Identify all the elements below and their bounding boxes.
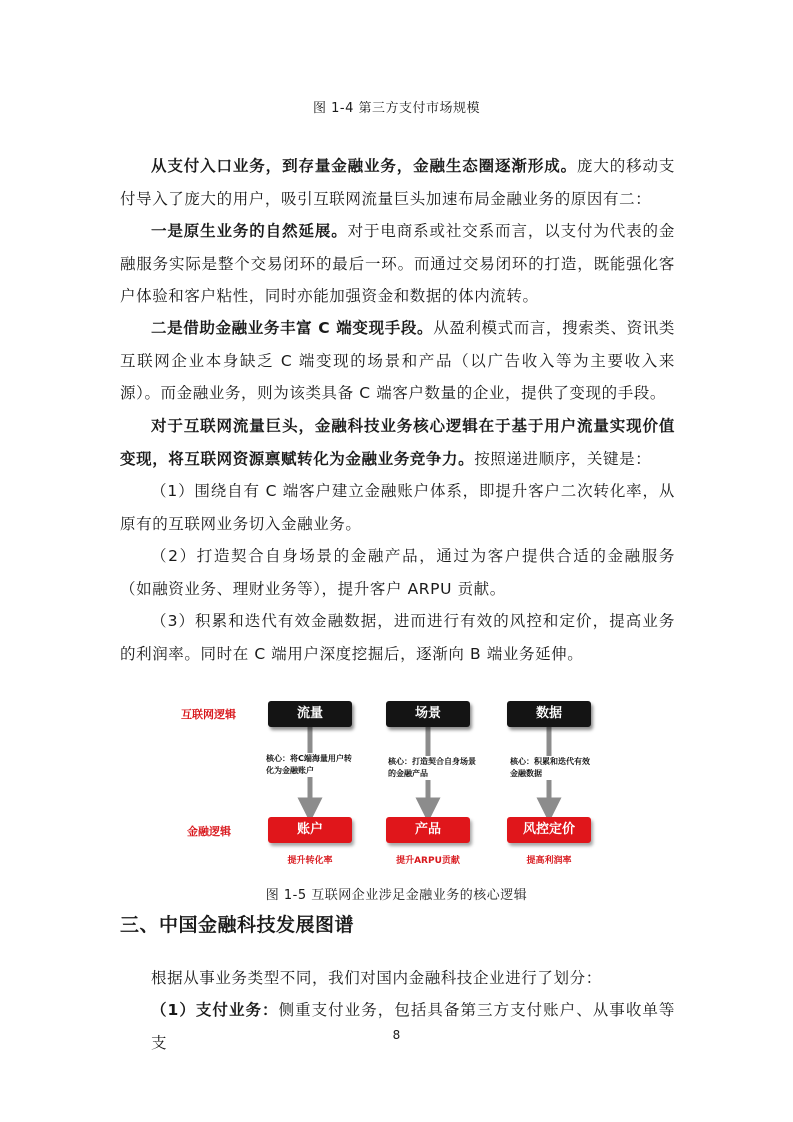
paragraph-8: 根据从事业务类型不同，我们对国内金融科技企业进行了划分： (151, 969, 602, 987)
paragraph-1-text: 庞大的移动支付导入了庞大的用户，吸引互联网流量巨头加速布局金融业务的原因有二： (120, 157, 675, 208)
paragraph-2-text: 对于电商系或社交系而言，以支付为代表的金融服务实际是整个交易闭环的最后一环。而通过交易闭环的打造，既能强化客户体验和客户粘性，同时亦能加强资金和数据的体内流转。 (120, 222, 675, 305)
paragraph-9 (151, 994, 675, 1059)
figure-caption-top: 图 1-4 第三方支付市场规模 (313, 101, 480, 116)
note-traffic: 核心：将C端海量用户转化为金融账户 (266, 753, 358, 777)
paragraph-1-bold: 从支付入口业务，到存量金融业务，金融生态圈逐渐形成。 (151, 157, 577, 175)
paragraph-3-text: 从盈利模式而言，搜索类、资讯类互联网企业本身缺乏 C 端变现的场景和产品（以广告收入等为主要收入来源）。而金融业务，则为该类具备 C 端客户数量的企业，提供了变现的手段。 (120, 319, 675, 402)
note-scene: 核心：打造契合自身场景的金融产品 (388, 756, 480, 780)
row-label-internet: 互联网逻辑 (181, 708, 236, 721)
paragraph-5: （1）围绕自有 C 端客户建立金融账户体系，即提升客户二次转化率，从原有的互联网业务切入金融业务。 (120, 482, 675, 533)
paragraph-6: （2）打造契合自身场景的金融产品，通过为客户提供合适的金融服务（如融资业务、理财业务等），提升客户 ARPU 贡献。 (120, 547, 675, 598)
node-product: 产品 (386, 817, 470, 843)
section-heading: 三、中国金融科技发展图谱 (120, 914, 355, 936)
paragraph-3-bold: 二是借助金融业务丰富 C 端变现手段。 (151, 319, 434, 337)
node-account: 账户 (268, 817, 352, 843)
node-scene: 场景 (386, 701, 470, 727)
result-profit: 提高利润率 (526, 856, 572, 866)
note-data: 核心：积累和迭代有效金融数据 (510, 757, 590, 778)
paragraph-4-text: 按照递进顺序，关键是： (474, 449, 652, 468)
node-data: 数据 (507, 701, 591, 727)
node-traffic: 流量 (268, 701, 352, 727)
node-risk-pricing: 风控定价 (507, 817, 591, 843)
page-number: 8 (392, 1028, 401, 1042)
paragraph-9-text: 侧重支付业务，包括具备第三方支付账户、从事收单等支 (151, 1001, 675, 1052)
row-label-finance: 金融逻辑 (187, 825, 231, 838)
paragraph-7: （3）积累和迭代有效金融数据，进而进行有效的风控和定价，提高业务的利润率。同时在 C 端用户深度挖掘后，逐渐向 B 端业务延伸。 (120, 612, 675, 663)
result-conversion: 提升转化率 (287, 856, 333, 866)
paragraph-4-bold: 对于互联网流量巨头，金融科技业务核心逻辑在于基于用户流量实现价值变现，将互联网资源禀赋转化为金融业务竞争力。 (120, 417, 675, 468)
paragraph-2-bold: 一是原生业务的自然延展。 (151, 222, 348, 240)
paragraph-9-bold: （1）支付业务： (151, 1001, 279, 1019)
result-arpu: 提升ARPU贡献 (396, 856, 460, 866)
figure-caption-bottom: 图 1-5 互联网企业涉足金融业务的核心逻辑 (265, 888, 528, 903)
